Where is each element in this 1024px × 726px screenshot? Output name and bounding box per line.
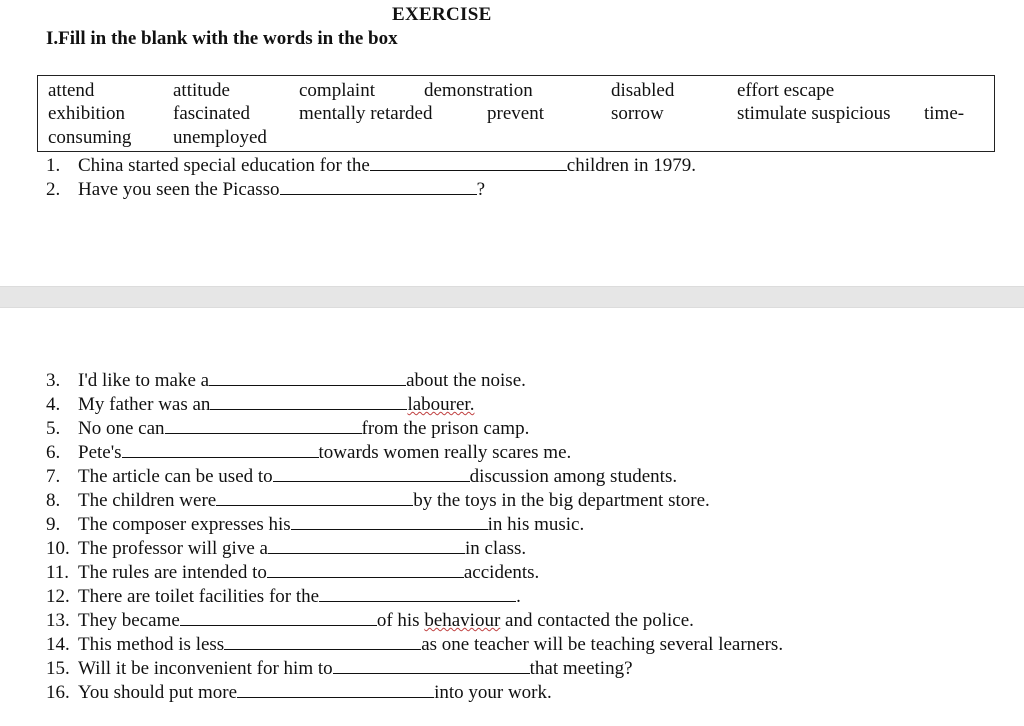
word-attend: attend	[48, 80, 95, 101]
question-2: 2. Have you seen the Picasso ?	[46, 179, 485, 200]
word-stimulate-suspicious: stimulate suspicious	[737, 103, 891, 124]
question-16: 16. You should put more into your work.	[46, 682, 552, 703]
answer-blank[interactable]	[216, 488, 413, 506]
question-13: 13. They became of his behaviour and contacted the police.	[46, 610, 694, 631]
word-prevent: prevent	[487, 103, 544, 124]
question-4: 4. My father was an labourer.	[46, 394, 475, 415]
section-number: I.	[46, 28, 59, 49]
section-heading	[46, 28, 398, 50]
word-attitude: attitude	[173, 80, 230, 101]
question-7: 7. The article can be used to discussion among students.	[46, 466, 678, 487]
word-consuming: consuming	[48, 127, 132, 148]
word-mentally-retarded: mentally retarded	[299, 103, 433, 124]
answer-blank[interactable]	[267, 560, 464, 578]
answer-blank[interactable]	[291, 512, 488, 530]
exercise-title: EXERCISE	[392, 4, 492, 25]
word-complaint: complaint	[299, 80, 375, 101]
word-unemployed: unemployed	[173, 127, 267, 148]
answer-blank[interactable]	[224, 632, 421, 650]
question-8: 8. The children were by the toys in the big department store.	[46, 490, 710, 511]
answer-blank[interactable]	[273, 464, 470, 482]
answer-blank[interactable]	[209, 368, 406, 386]
answer-blank[interactable]	[237, 680, 434, 698]
question-11: 11. The rules are intended to accidents.	[46, 562, 540, 583]
question-3: 3. I'd like to make a about the noise.	[46, 370, 526, 391]
answer-blank[interactable]	[210, 392, 407, 410]
word-time: time-	[924, 103, 965, 124]
answer-blank[interactable]	[333, 656, 530, 674]
question-15: 15. Will it be inconvenient for him to that meeting?	[46, 658, 633, 679]
answer-blank[interactable]	[370, 153, 567, 171]
word-box	[37, 75, 995, 152]
word-disabled: disabled	[611, 80, 675, 101]
answer-blank[interactable]	[280, 177, 477, 195]
section-instruction: Fill in the blank with the words in the box	[58, 28, 398, 49]
word-exhibition: exhibition	[48, 103, 126, 124]
answer-blank[interactable]	[268, 536, 465, 554]
word-sorrow: sorrow	[611, 103, 664, 124]
word-effort-escape: effort escape	[737, 80, 835, 101]
word-demonstration: demonstration	[424, 80, 533, 101]
question-6: 6. Pete's towards women really scares me.	[46, 442, 572, 463]
question-10: 10. The professor will give a in class.	[46, 538, 527, 559]
question-5: 5. No one can from the prison camp.	[46, 418, 530, 439]
answer-blank[interactable]	[319, 584, 516, 602]
question-1: 1. China started special education for the children in 1979.	[46, 155, 697, 176]
answer-blank[interactable]	[165, 416, 362, 434]
question-9: 9. The composer expresses his in his music.	[46, 514, 585, 535]
answer-blank[interactable]	[180, 608, 377, 626]
question-14: 14. This method is less as one teacher will be teaching several learners.	[46, 634, 784, 655]
word-fascinated: fascinated	[173, 103, 251, 124]
question-12: 12. There are toilet facilities for the .	[46, 586, 521, 607]
page-break-band	[0, 286, 1024, 308]
answer-blank[interactable]	[122, 440, 319, 458]
